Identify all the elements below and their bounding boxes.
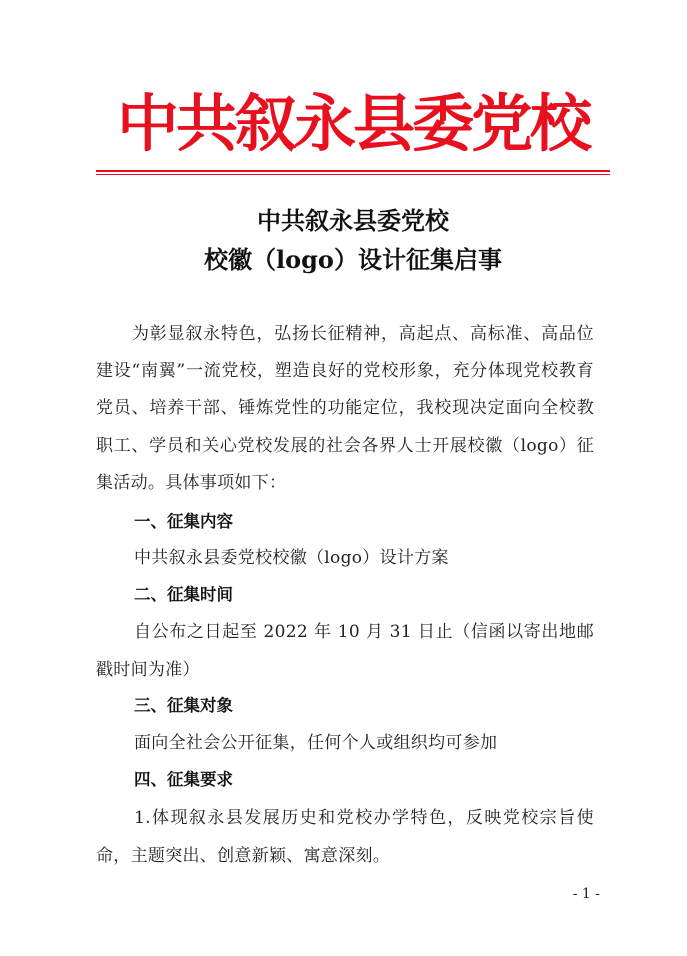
page-number: - 1 - — [572, 886, 600, 902]
intro-paragraph: 为彰显叙永特色，弘扬长征精神，高起点、高标准、高品位建设“南翼”一流党校，塑造良好的党校形象，充分体现党校教育党员、培养干部、锤炼党性的功能定位，我校现决定面向全校教职工、学员和关心党校发展的社会各界人士开展校徽（logo）征集活动。具体事项如下： — [96, 324, 594, 493]
section-text-content: 中共叙永县委党校校徽（logo）设计方案 — [134, 548, 449, 568]
section-heading-time: 二、征集时间 — [134, 585, 233, 604]
section-text-requirements: 1.体现叙永县发展历史和党校办学特色，反映党校宗旨使命，主题突出、创意新颖、寓意深刻。 — [96, 808, 594, 866]
document-title-line-1: 中共叙永县委党校 — [257, 206, 449, 235]
masthead-rule-thin — [96, 174, 610, 175]
section-text-time: 自公布之日起至 2022 年 10 月 31 日止（信函以寄出地邮戳时间为准） — [96, 622, 594, 680]
section-heading-target: 三、征集对象 — [134, 696, 233, 715]
section-text-target: 面向全社会公开征集，任何个人或组织均可参加 — [134, 733, 498, 753]
document-title-line-2: 校徽（logo）设计征集启事 — [204, 245, 502, 274]
masthead-title: 中共叙永县委党校 — [116, 87, 589, 160]
section-heading-content: 一、征集内容 — [134, 512, 233, 531]
section-heading-requirements: 四、征集要求 — [134, 770, 233, 789]
masthead-rule-thick — [96, 170, 610, 172]
